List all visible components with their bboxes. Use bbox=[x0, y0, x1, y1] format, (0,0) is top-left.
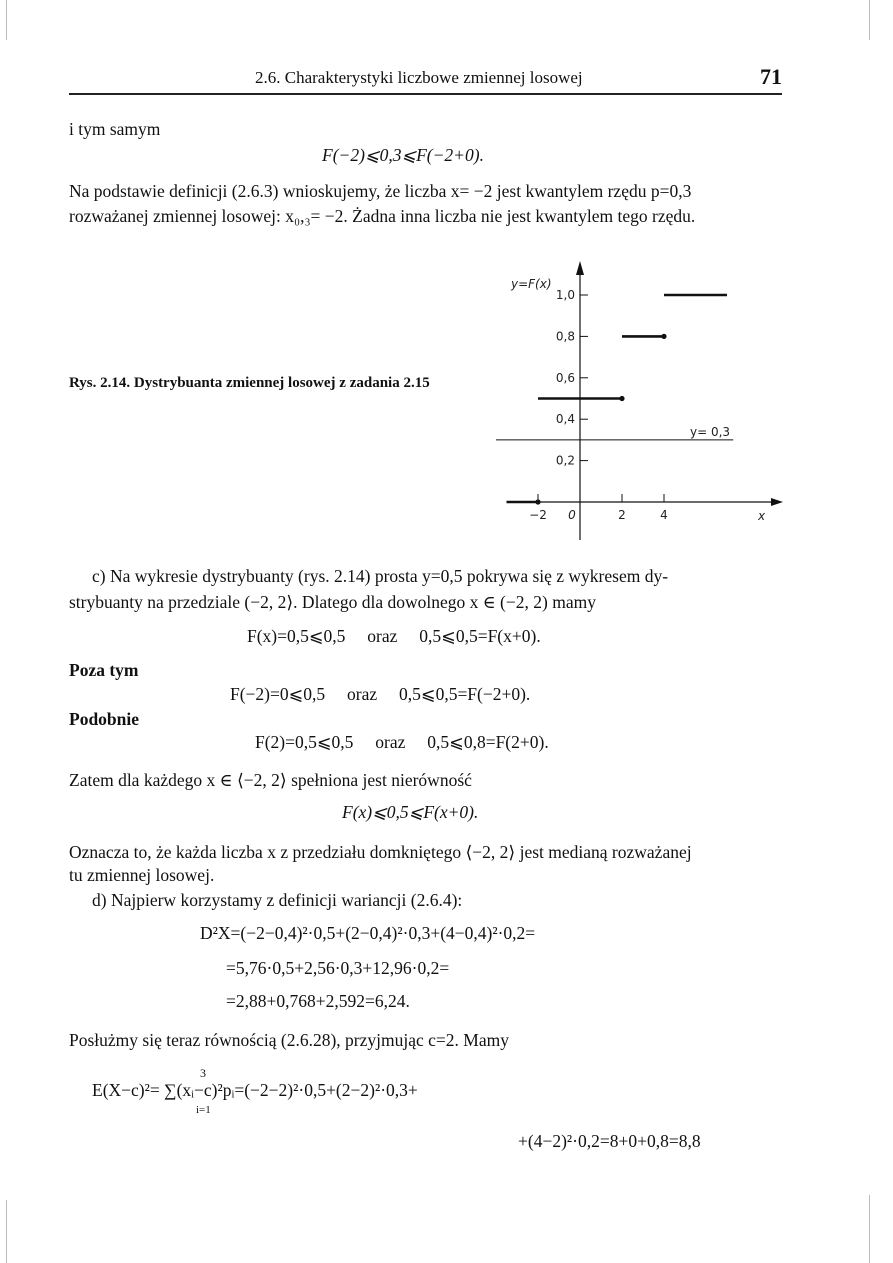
page-left-edge bbox=[6, 1200, 7, 1263]
y-tick-label: 0,2 bbox=[555, 453, 575, 468]
x-tick-label: 0 bbox=[568, 508, 576, 522]
equation-text: F(x)=0,5⩽0,5 oraz 0,5⩽0,5=F(x+0). bbox=[247, 626, 541, 646]
y-axis-label: y=F(x) bbox=[511, 277, 552, 291]
equation bbox=[322, 145, 484, 166]
x-tick-label: −2 bbox=[529, 508, 547, 522]
page-number: 71 bbox=[760, 64, 782, 89]
paragraph-line: Podobnie bbox=[69, 709, 140, 729]
equation bbox=[230, 684, 530, 705]
equation: E(X−c)²= ∑(xᵢ−c)²pᵢ=(−2−2)²·0,5+(2−2)²·0,3+ bbox=[92, 1080, 418, 1100]
paragraph-line: Na podstawie definicji (2.6.3) wnioskujemy, że liczba x= −2 jest kwantylem rzędu p=0,3 bbox=[69, 181, 692, 201]
x-axis-label: x bbox=[758, 509, 766, 523]
step-endpoint-dot bbox=[535, 499, 540, 504]
cdf-chart bbox=[465, 255, 795, 555]
x-axis-arrow bbox=[771, 498, 783, 506]
step-endpoint-dot bbox=[661, 334, 666, 339]
y-tick-label: 0,6 bbox=[555, 370, 575, 385]
sum-lower-limit: i=1 bbox=[196, 1104, 211, 1116]
page-right-edge bbox=[869, 1195, 870, 1263]
paragraph-line: strybuanty na przedziale (−2, 2⟩. Dlatego dla dowolnego x ∈ (−2, 2) mamy bbox=[69, 592, 596, 612]
sum-upper-limit: 3 bbox=[200, 1066, 206, 1080]
step-endpoint-dot bbox=[619, 396, 624, 401]
paragraph-line: Oznacza to, że każda liczba x z przedziału domkniętego ⟨−2, 2⟩ jest medianą rozważanej bbox=[69, 842, 692, 862]
page-right-edge bbox=[869, 0, 870, 40]
equation-text: F(−2)⩽0,3⩽F(−2+0). bbox=[322, 145, 484, 165]
y-tick-label: 0,8 bbox=[555, 329, 575, 344]
running-header: 2.6. Charakterystyki liczbowe zmiennej losowej bbox=[255, 68, 583, 87]
y-tick-label: 1,0 bbox=[555, 288, 575, 302]
x-tick-label: 2 bbox=[618, 508, 626, 522]
paragraph-line: Posłużmy się teraz równością (2.6.28), przyjmując c=2. Mamy bbox=[69, 1030, 509, 1050]
equation-text: F(2)=0,5⩽0,5 oraz 0,5⩽0,8=F(2+0). bbox=[255, 732, 549, 752]
header-rule bbox=[69, 93, 782, 95]
chart-layer bbox=[496, 261, 783, 540]
equation: =2,88+0,768+2,592=6,24. bbox=[226, 991, 410, 1011]
paragraph-line: Poza tym bbox=[69, 660, 139, 680]
equation-text: F(x)⩽0,5⩽F(x+0). bbox=[342, 802, 479, 822]
equation: D²X=(−2−0,4)²·0,5+(2−0,4)²·0,3+(4−0,4)²·0,2= bbox=[200, 923, 536, 943]
y-tick-label: 0,4 bbox=[555, 412, 575, 427]
page-left-edge bbox=[6, 0, 7, 40]
x-tick-label: 4 bbox=[660, 508, 668, 522]
text-line: i tym samym bbox=[69, 119, 161, 139]
paragraph-line: rozważanej zmiennej losowej: x₀,₃= −2. Żadna inna liczba nie jest kwantylem tego rzędu. bbox=[69, 206, 696, 226]
paragraph-line: Zatem dla każdego x ∈ ⟨−2, 2⟩ spełniona jest nierówność bbox=[69, 770, 472, 790]
figure-caption: Rys. 2.14. Dystrybuanta zmiennej losowej z zadania 2.15 bbox=[69, 375, 430, 391]
equation-text: F(−2)=0⩽0,5 oraz 0,5⩽0,5=F(−2+0). bbox=[230, 684, 531, 704]
equation bbox=[255, 732, 549, 753]
equation bbox=[247, 626, 541, 647]
equation: =5,76·0,5+2,56·0,3+12,96·0,2= bbox=[226, 958, 450, 978]
reference-line-label: y= 0,3 bbox=[690, 425, 731, 439]
equation: +(4−2)²·0,2=8+0+0,8=8,8 bbox=[518, 1131, 701, 1151]
y-axis-arrow bbox=[576, 261, 584, 275]
equation bbox=[342, 802, 478, 823]
paragraph-line: d) Najpierw korzystamy z definicji wariancji (2.6.4): bbox=[92, 890, 463, 910]
paragraph-line: c) Na wykresie dystrybuanty (rys. 2.14) prosta y=0,5 pokrywa się z wykresem dy- bbox=[92, 566, 669, 586]
paragraph-line: tu zmiennej losowej. bbox=[69, 865, 215, 885]
